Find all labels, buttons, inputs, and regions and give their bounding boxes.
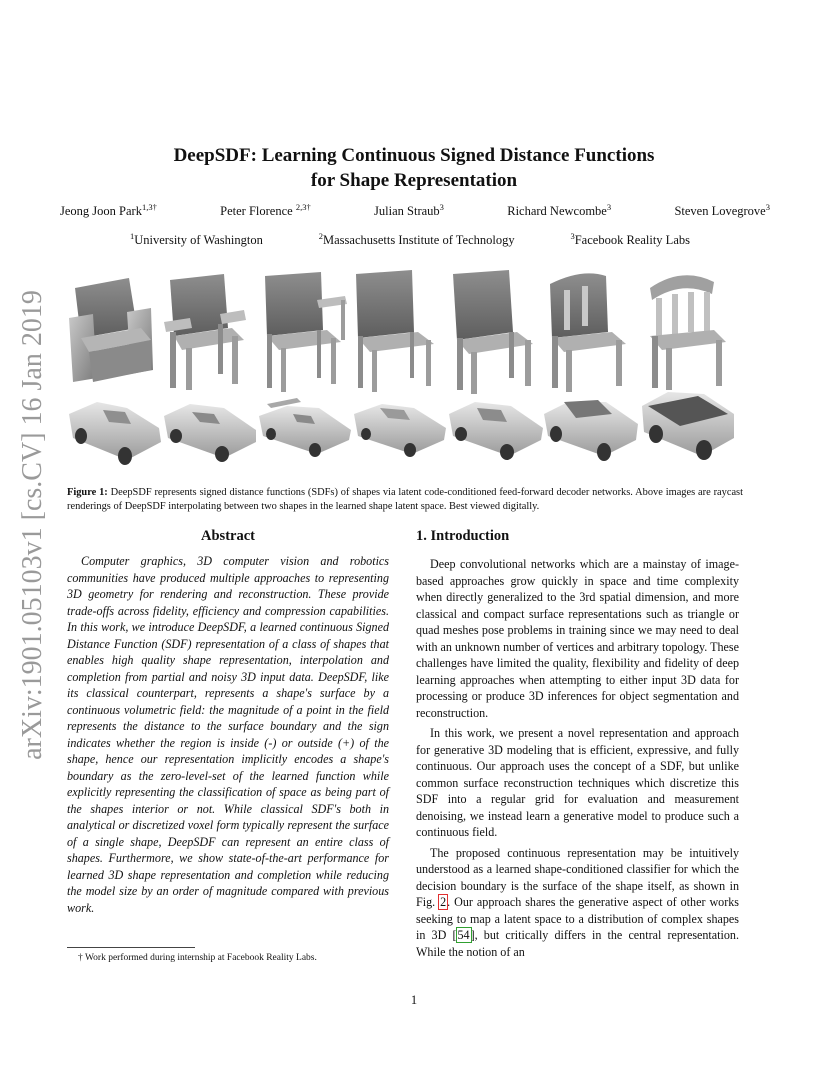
- arxiv-watermark: [8, 290, 58, 760]
- chair-render-3: [265, 272, 347, 392]
- chair-render-5: [453, 270, 533, 394]
- abstract-heading: Abstract: [201, 528, 255, 544]
- affiliation: $^2$Massachusetts Institute of Technology: [318, 231, 515, 247]
- car-render-5: [449, 402, 543, 460]
- author: Steven Lovegrove$^3$: [674, 202, 770, 218]
- arxiv-id: arXiv:1901.05103v1 [cs.CV] 16 Jan 2019: [17, 290, 48, 760]
- affiliation: $^3$Facebook Reality Labs: [570, 231, 690, 247]
- intro-heading: 1. Introduction: [416, 528, 510, 544]
- car-render-2: [164, 404, 256, 462]
- chair-render-1: [69, 278, 153, 382]
- intro-paragraph-1: Deep convolutional networks which are a mainstay of image-based approaches grow quickly in space and time complexity when directly generalized to the 3rd spatial dimension, and more classical and compact surface representations such as triangle or quad meshes pose problems in training since we may need to deal with an unknown number of vertices and arbitrary topology. These challenges have limited the quality, flexibility and fidelity of deep learning approaches when attempting to either input 3D data for processing or produce 3D inferences for object segmentation and reconstruction.: [416, 557, 739, 720]
- abstract-body: Computer graphics, 3D computer vision and robotics communities have produced multiple approaches to representing 3D geometry for rendering and reconstruction. These provide trade-offs across fidelity, efficiency and compression capabilities. In this work, we introduce DeepSDF, a learned continuous Signed Distance Function (SDF) representation of a class of shapes that enables high quality shape representation, interpolation and completion from partial and noisy 3D input data. DeepSDF, like its classical counterpart, represents a shape's surface by a continuous volumetric field: the magnitude of a point in the field represents the distance to the surface boundary and the sign indicates whether the region is inside (-) or outside (+) of the shape, hence our representation implicitly encodes a shape's boundary as the zero-level-set of the learned function while explicitly representing the classification of space as being part of the shapes interior or not. While classical SDF's both in analytical or discretized voxel form typically represent the surface of a single shape, DeepSDF can represent an entire class of shapes. Furthermore, we show state-of-the-art performance for learned 3D shape representation and completion while reducing the model size by an order of magnitude compared with previous work.: [67, 554, 389, 915]
- paper-title: [0, 143, 828, 193]
- caption-label: Figure 1:: [67, 487, 108, 498]
- author: Jeong Joon Park$^{1,3\dagger}$: [60, 202, 157, 218]
- author: Julian Straub$^3$: [374, 202, 444, 218]
- figure-caption: [67, 486, 743, 514]
- caption-text: DeepSDF represents signed distance functions (SDFs) of shapes via latent code-conditioned feed-forward decoder networks. Above images are raycast renderings of DeepSDF interpolating between two shapes in the learned shape latent space. Best viewed digitally.: [67, 487, 743, 512]
- footnote: † Work performed during internship at Facebook Reality Labs.: [78, 953, 317, 963]
- page-number: 1: [410, 993, 418, 1007]
- author-list: [60, 202, 770, 219]
- car-render-6: [544, 400, 638, 461]
- footnote-rule: [67, 947, 195, 948]
- affiliation-list: [130, 231, 690, 248]
- affiliation: $^1$University of Washington: [130, 231, 263, 247]
- author: Peter Florence $^{2,3\dagger}$: [220, 202, 311, 218]
- figure-ref-link[interactable]: 2: [440, 895, 447, 909]
- intro-paragraph-2: In this work, we present a novel representation and approach for generative 3D modeling that is efficient, expressive, and fully continuous. Our approach uses the concept of a SDF, but unlike common surface reconstruction techniques which discretize this SDF into a regular grid for evaluation and measurement denoising, we instead learn a generative model to produce such a continuous field.: [416, 726, 739, 839]
- chair-render-6: [550, 273, 626, 392]
- title-line-2: for Shape Representation: [310, 170, 518, 191]
- citation-link[interactable]: 54: [457, 928, 470, 942]
- chair-render-2: [164, 274, 246, 390]
- car-render-7: [642, 392, 734, 460]
- chair-render-7: [650, 275, 726, 390]
- intro-body: [416, 556, 739, 964]
- car-render-3: [259, 398, 351, 457]
- chair-render-4: [356, 270, 434, 392]
- car-render-4: [354, 404, 446, 457]
- intro-paragraph-3: The proposed continuous representation may be intuitively understood as a learned shape-conditioned classifier for which the decision boundary is the surface of the shape itself, as shown in Fig. 2. Our approach shares the generative aspect of other works seeking to map a latent space to a distribution of complex shapes in 3D [54], but critically differs in the central representation. While the notion of an: [416, 845, 740, 959]
- title-line-1: DeepSDF: Learning Continuous Signed Distance Functions: [173, 145, 655, 166]
- author: Richard Newcombe$^3$: [507, 202, 612, 218]
- figure-1-renderings: [62, 268, 742, 478]
- car-render-1: [69, 402, 161, 465]
